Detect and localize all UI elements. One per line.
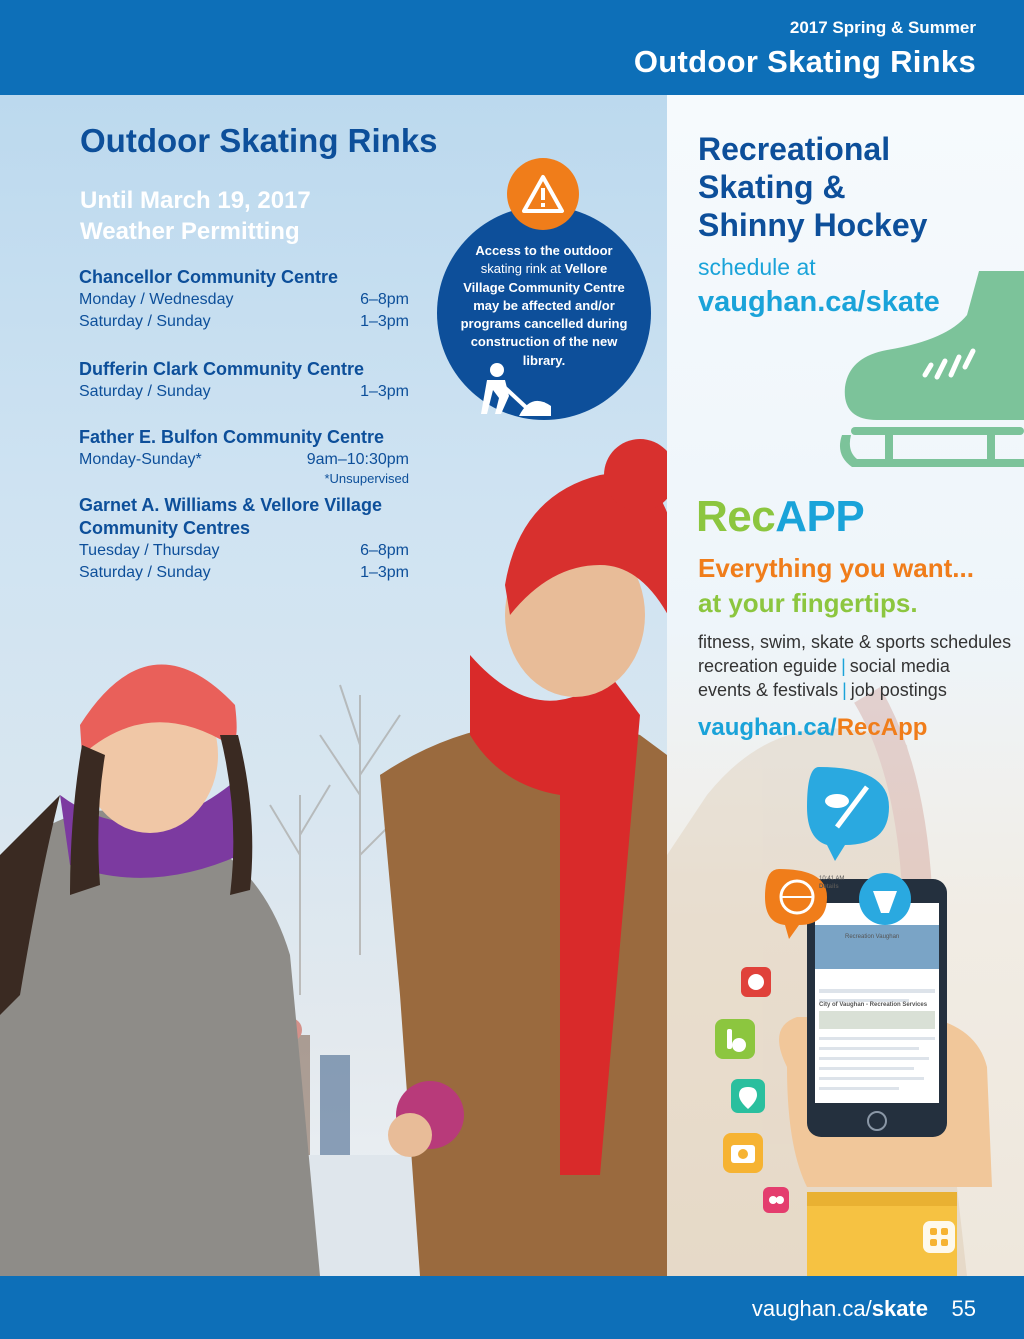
construction-notice-text: [459, 242, 629, 370]
recapp-rec: Rec: [696, 492, 776, 541]
recapp-link-domain: vaughan.ca/: [698, 714, 837, 741]
schedule-time: 6–8pm: [360, 291, 409, 308]
feature-item: job postings: [850, 680, 947, 700]
warning-badge: [507, 158, 579, 230]
location-father-bulfon: [79, 426, 409, 487]
construction-notice: [437, 206, 651, 420]
header-subtitle: 2017 Spring & Summer: [789, 18, 976, 37]
page-footer: [0, 1276, 1024, 1339]
footer-link-path: skate: [871, 1296, 928, 1321]
construction-worker-icon: [479, 362, 551, 416]
notice-text: skating rink at: [480, 261, 565, 277]
schedule-time: 1–3pm: [360, 383, 409, 400]
location-name: Dufferin Clark Community Centre: [79, 359, 365, 379]
recapp-logo: [696, 492, 864, 542]
location-chancellor: [79, 266, 409, 333]
title-line: Recreational: [698, 131, 891, 167]
schedule-days: Saturday / Sunday: [79, 313, 211, 330]
schedule-row: [79, 540, 409, 562]
schedule-row: [79, 562, 409, 584]
rinks-title: Outdoor Skating Rinks: [80, 122, 438, 159]
camera-icon: [723, 1133, 763, 1173]
schedule-days: Saturday / Sunday: [79, 383, 211, 400]
location-name-line1: Garnet A. Williams & Vellore Village: [79, 495, 382, 515]
schedule-days: Monday-Sunday*: [79, 451, 202, 468]
notice-line: Village Community Centre: [463, 279, 625, 295]
notice-strong: Vellore: [564, 261, 608, 277]
volleyball-icon: [741, 967, 771, 997]
phone-place-name: Recreation Vaughan: [845, 934, 900, 940]
phone-screen-title: Details: [819, 884, 839, 890]
feature-line: [698, 678, 1011, 702]
schedule-days: Tuesday / Thursday: [79, 542, 220, 559]
season-dates: [80, 185, 311, 247]
feature-line: fitness, swim, skate & sports schedules: [698, 632, 1012, 652]
footer-link-domain: vaughan.ca/: [751, 1296, 872, 1321]
recapp-link[interactable]: [698, 714, 927, 742]
schedule-at-label: schedule at: [698, 254, 816, 280]
skate-link[interactable]: vaughan.ca/skate: [698, 286, 940, 318]
recapp-app: APP: [775, 492, 865, 541]
feature-item: events & festivals: [698, 680, 839, 700]
schedule-time: 1–3pm: [360, 313, 409, 330]
schedule-row: [79, 311, 409, 333]
feature-item: recreation eguide: [698, 656, 838, 676]
separator: |: [842, 680, 847, 700]
title-line: Shinny Hockey: [698, 207, 928, 243]
location-name: Chancellor Community Centre: [79, 267, 339, 287]
location-name-line2: Community Centres: [79, 518, 251, 538]
schedule-row: [79, 449, 409, 471]
recapp-link-path: RecApp: [836, 714, 928, 741]
notice-line: [459, 260, 629, 278]
title-line: Skating &: [698, 169, 846, 205]
badminton-icon: [859, 873, 911, 925]
location-dufferin-clark: [79, 358, 409, 403]
app-grid-icon: [923, 1221, 955, 1253]
separator: |: [841, 656, 846, 676]
season-weather: Weather Permitting: [80, 218, 300, 245]
unsupervised-note: *Unsupervised: [324, 471, 409, 486]
tagline-everything: Everything you want...: [698, 553, 974, 583]
hockey-icon: [807, 767, 889, 861]
header-title: Outdoor Skating Rinks: [633, 44, 976, 79]
season-until: Until March 19, 2017: [80, 187, 311, 214]
notice-line: library.: [522, 352, 566, 368]
feature-item: social media: [849, 656, 950, 676]
phone-status-time: 10:41 AM: [819, 876, 845, 882]
schedule-time: 1–3pm: [360, 564, 409, 581]
location-garnet-vellore: [79, 494, 409, 584]
schedule-time: 6–8pm: [360, 542, 409, 559]
schedule-row: [79, 289, 409, 311]
notice-line: construction of the new: [470, 334, 618, 350]
phone-section: City of Vaughan - Recreation Services: [819, 1002, 928, 1008]
social-icon: [763, 1187, 789, 1213]
page-header: [0, 0, 1024, 95]
footer-link[interactable]: [752, 1296, 928, 1322]
notice-line: Access to the outdoor: [475, 243, 613, 258]
location-pin-icon: [731, 1079, 765, 1113]
tagline-fingertips: at your fingertips.: [698, 588, 918, 618]
warning-icon: [521, 174, 565, 214]
phone-illustration: [707, 767, 1024, 1276]
schedule-days: Monday / Wednesday: [79, 291, 234, 308]
location-name: Father E. Bulfon Community Centre: [79, 427, 385, 447]
notice-line: may be affected and/or: [473, 297, 615, 313]
page-number: 55: [951, 1296, 976, 1321]
schedule-time: 9am–10:30pm: [306, 451, 409, 468]
recreational-skating-title: [698, 130, 927, 244]
notice-line: programs cancelled during: [460, 316, 628, 332]
feature-line: [698, 654, 1011, 678]
schedule-row: [79, 381, 409, 403]
app-features: [698, 630, 1011, 702]
bowling-icon: [715, 1019, 755, 1059]
schedule-days: Saturday / Sunday: [79, 564, 211, 581]
